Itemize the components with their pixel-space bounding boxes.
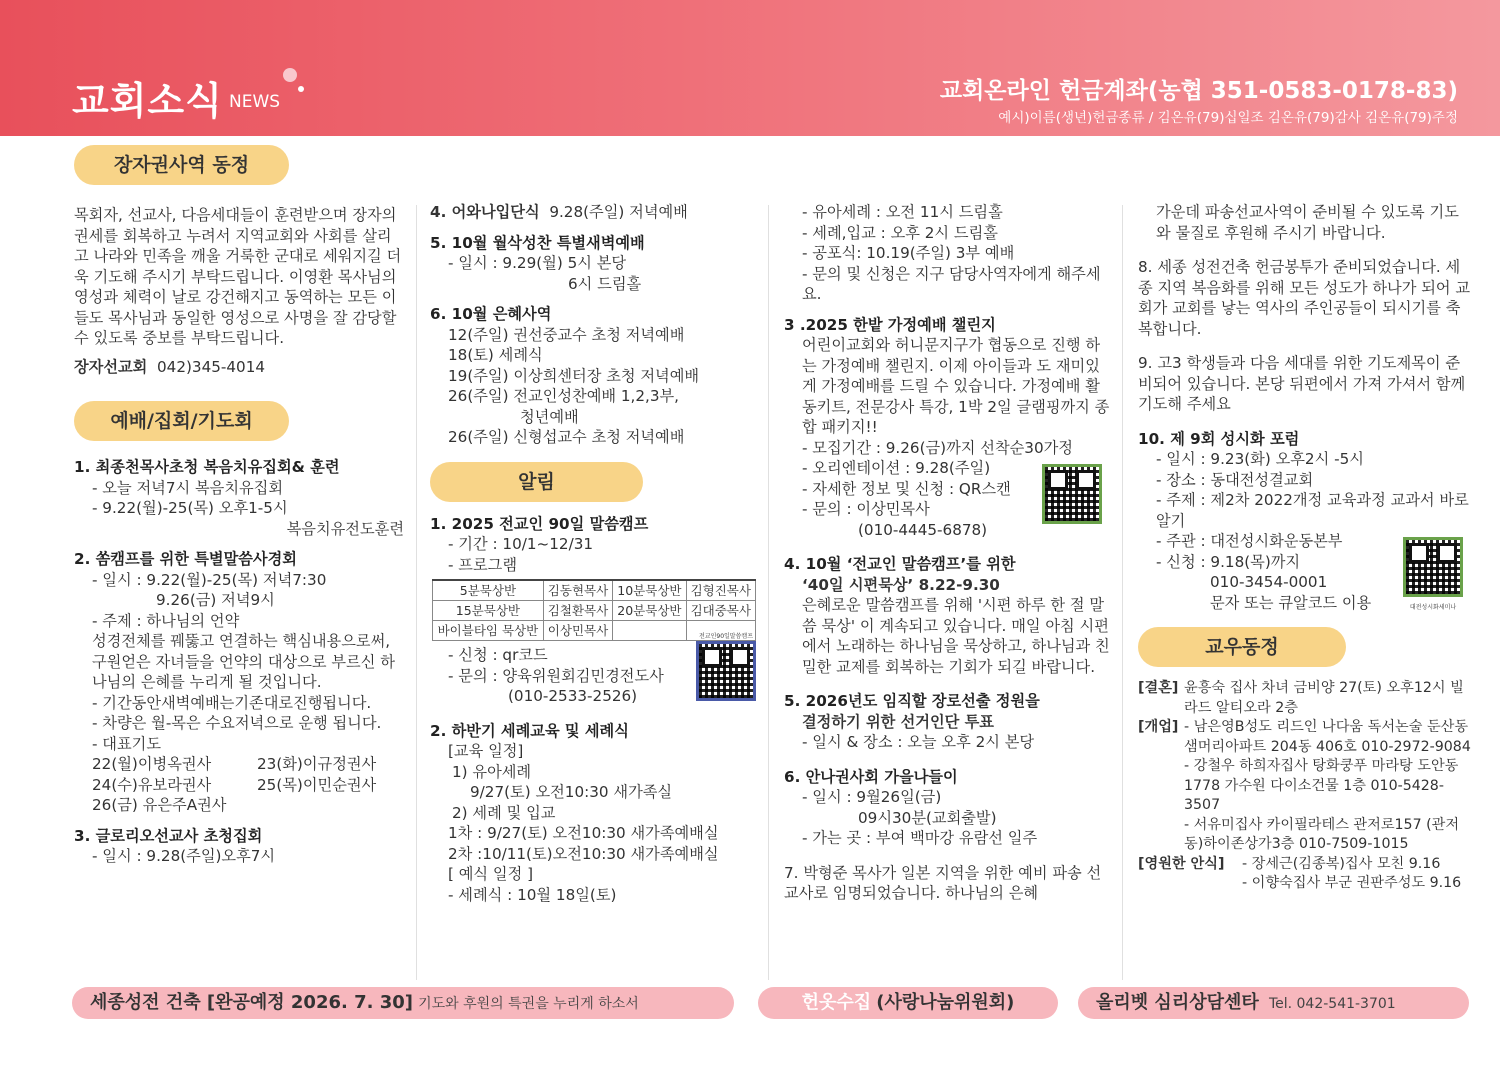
- item-line: - 모집기간 : 9.26(금)까지 선착순30가정: [802, 438, 1073, 457]
- table-cell: 5분묵상반: [433, 580, 544, 601]
- item-title: 10. 제 9회 성시화 포럼: [1138, 429, 1300, 448]
- item-title: 3 .2025 한밭 가정예배 챌린지: [784, 315, 996, 334]
- qr-caption: 대전성시화세미나: [1409, 603, 1457, 611]
- forum-details: [1138, 449, 1473, 613]
- item-line: 성경전체를 꿰뚫고 연결하는 핵심내용으로써, 구원얻은 자녀들을 언약의 대상으로 부르신 하나님의 은혜를 누리게 될 것입니다.: [92, 632, 395, 691]
- item-line: - 일시 : 9.28(주일)오후7시: [92, 847, 276, 865]
- item-line: - 프로그램: [448, 555, 517, 574]
- item-line: 9.26(금) 저녁9시: [156, 591, 275, 609]
- item-title: 결정하기 위한 선거인단 투표: [802, 712, 994, 731]
- item-line: - 주제 : 하나님의 언약: [92, 611, 240, 630]
- item-line: 010-3454-0001: [1210, 573, 1328, 591]
- table-row: [433, 601, 756, 621]
- table-cell: 15분묵상반: [433, 601, 544, 621]
- program-table: [432, 579, 756, 641]
- item-line: 청년예배: [520, 407, 579, 426]
- footer-clothes: 헌옷수집 (사랑나눔위원회): [758, 987, 1058, 1019]
- table-cell: 이상민목사: [543, 621, 612, 641]
- item-line: - 장소 : 동대전성결교회: [1156, 470, 1314, 489]
- item-line: - 신청 : qr코드: [448, 646, 548, 664]
- item-line: - 유아세례 : 오전 11시 드림홀: [802, 203, 1003, 221]
- item-line: - 주관 : 대전성시화운동본부: [1156, 532, 1343, 550]
- contact-line: 장자선교회 042)345-4014: [74, 357, 266, 376]
- table-cell: [613, 621, 686, 641]
- column-divider: [416, 205, 417, 980]
- item-line: - 대표기도: [92, 734, 161, 753]
- item-line: 12(주일) 권선중교수 초청 저녁예배: [448, 325, 685, 344]
- section-pill-notice: 알림: [430, 462, 643, 502]
- item-title: 3. 글로리오선교사 초청집회: [74, 826, 263, 845]
- item-line: - 일시 : 9월26일(금): [802, 788, 942, 806]
- item-line: - 자세한 정보 및 신청 : QR스캔: [802, 479, 1011, 498]
- item-line: - 오리엔테이션 : 9.28(주일): [802, 459, 991, 477]
- item-line: - 차량은 월-목은 수요저녁으로 운행 됩니다.: [92, 714, 382, 732]
- item-line: 2) 세례 및 입교: [452, 803, 556, 822]
- footer-building: 세종성전 건축 [완공예정 2026. 7. 30] 기도와 후원의 특권을 누리게 하소서: [72, 987, 734, 1019]
- item-title: ‘40일 시편묵상’ 8.22-9.30: [802, 575, 1000, 594]
- section-pill-worship: 예배/집회/기도회: [74, 401, 289, 441]
- item-line: (010-2533-2526): [508, 687, 638, 705]
- qr-code-icon[interactable]: [1403, 537, 1463, 597]
- header-banner: [0, 0, 1500, 136]
- prayer-list: [74, 754, 404, 816]
- item-body: 8. 세종 성전건축 헌금봉투가 준비되었습니다. 세종 지역 복음화를 위해 모든 성도가 하나가 되어 교회가 교회를 낳는 역사의 주인공들이 되시기를 축복합니다.: [1138, 258, 1471, 338]
- item-line: 6시 드림홀: [568, 274, 642, 293]
- opening-entry: [개업] - 남은영B성도 리드인 나다움 독서논술 둔산동 샘머리아파트 204동 406호 010-2972-9084 - 강철우 하희자집사 탕화쿵푸 마라탕 도안동1778 가수원 다이소건물 1층 010-5428-3507 - 서유미집사 카이필라테스 관저로157 (관저동)하이존상가3층 010-7509-1015: [1138, 719, 1471, 852]
- item-body: 가운데 파송선교사역이 준비될 수 있도록 기도와 물질로 후원해 주시기 바랍니다.: [1156, 203, 1459, 242]
- item-line: - 일시 : 9.23(화) 오후2시 -5시: [1156, 450, 1364, 468]
- item-line: - 기간 : 10/1~12/31: [448, 535, 594, 553]
- item-line: - 문의 : 양육위원회김민경전도사: [448, 666, 664, 685]
- item-title: 1. 최종천목사초청 복음치유집회& 훈련: [74, 458, 340, 476]
- wedding-entry: [결혼] 윤흥숙 집사 차녀 금비양 27(토) 오후12시 빌라드 알티오라 2층: [1138, 680, 1464, 716]
- item-title: 5. 2026년도 임직할 장로선출 정원을: [784, 692, 1040, 710]
- item-title: 5. 10월 월삭성찬 특별새벽예배: [430, 233, 645, 252]
- column-1: [74, 145, 404, 867]
- item-title: 1. 2025 전교인 90일 말씀캠프: [430, 514, 649, 533]
- brand-subtitle: NEWS: [229, 92, 281, 112]
- item-line: 26(주일) 전교인성찬예배 1,2,3부,: [448, 387, 680, 405]
- table-cell: 김대중목사: [686, 601, 755, 621]
- table-cell: 20분묵상반: [613, 601, 686, 621]
- decor-dot-icon: [283, 68, 297, 82]
- table-cell: 김철환목사: [543, 601, 612, 621]
- item-body: 7. 박형준 목사가 일본 지역을 위한 예비 파송 선교사로 임명되었습니다. 하나님의 은혜: [784, 863, 1102, 902]
- section-pill-jangja: 장자권사역 동정: [74, 145, 289, 185]
- item-body: 은혜로운 말씀캠프를 위해 '시편 하루 한 절 말씀 묵상' 이 계속되고 있습니다. 매일 아침 시편에서 노래하는 하나님을 묵상하고, 하나님과 친밀한 교제를 회복하는 기회가 되길 바랍니다.: [802, 596, 1110, 676]
- item-line: 09시30분(교회출발): [858, 808, 997, 827]
- prayer-entry: 24(수)유보라권사: [92, 775, 212, 794]
- table-cell: 바이블타임 묵상반: [433, 621, 544, 641]
- item-title: 6. 안나권사회 가을나들이: [784, 767, 958, 786]
- item-line: [ 예식 일정 ]: [448, 865, 534, 883]
- prayer-entry: 23(화)이규정권사: [257, 755, 377, 773]
- column-4: [1138, 202, 1473, 894]
- footer-counseling: 올리벳 심리상담센타 Tel. 042-541-3701: [1078, 987, 1469, 1019]
- item-line: [교육 일정]: [448, 742, 524, 760]
- column-2: [430, 202, 760, 905]
- column-divider: [768, 205, 769, 980]
- rest-entry: [영원한 안식] - 장세근(김종복)집사 모친 9.16 - 이향숙집사 부군 권판주성도 9.16: [1138, 855, 1462, 891]
- item-line: - 문의 및 신청은 지구 담당사역자에게 해주세요.: [802, 264, 1101, 303]
- item-line: 문자 또는 큐알코드 이용: [1210, 593, 1372, 612]
- qr-caption: 전교인90일말씀캠프: [698, 633, 753, 640]
- item-line: (010-4445-6878): [858, 520, 988, 539]
- item-body: 어린이교회와 허니문지구가 협동으로 진행 하는 가정예배 챌린지. 이제 아이들과 도 재미있게 가정예배를 드릴 수 있습니다. 가정예배 활동키트, 전문강사 특강, 1박 2일 글램핑까지 종합 패키지!!: [802, 336, 1110, 436]
- item-line: 19(주일) 이상희센터장 초청 저녁예배: [448, 366, 700, 385]
- prayer-entry: 22(월)이병옥권사: [92, 755, 212, 773]
- item-title: 6. 10월 은혜사역: [430, 305, 552, 323]
- item-line: - 세례,입교 : 오후 2시 드림홀: [802, 223, 998, 242]
- item-line: - 주제 : 제2차 2022개정 교육과정 교과서 바로알기: [1156, 491, 1469, 530]
- item-line: 복음치유전도훈련: [286, 519, 404, 538]
- item-title: 4. 어와나입단식 9.28(주일) 저녁예배: [430, 203, 688, 221]
- item-line: 2차 :10/11(토)오전10:30 새가족예배실: [448, 844, 719, 863]
- brand-title: 교회소식: [72, 79, 223, 123]
- table-cell: 김형진목사: [686, 580, 755, 601]
- table-row: [433, 580, 756, 601]
- item-line: 1) 유아세례: [452, 762, 532, 781]
- section-pill-members: 교우동정: [1138, 627, 1346, 667]
- item-line: - 신청 : 9.18(목)까지: [1156, 552, 1301, 571]
- challenge-details: [784, 438, 1114, 541]
- table-cell: 김동현목사: [543, 580, 612, 601]
- item-line: 18(토) 세례식: [448, 346, 543, 364]
- item-line: 9/27(토) 오전10:30 새가족실: [470, 783, 673, 801]
- item-title: 2. 하반기 세례교육 및 세례식: [430, 721, 629, 740]
- prayer-entry: 26(금) 유은주A권사: [92, 796, 227, 814]
- prayer-entry: 25(목)이민순권사: [257, 775, 377, 794]
- paragraph: 목회자, 선교사, 다음세대들이 훈련받으며 장자의 권세를 회복하고 누려서 지역교회와 사회를 살리고 나라와 민족을 깨울 거룩한 군대로 세워지길 더욱 기도해 주시기 부탁드립니다. 이영환 목사님의 영성과 체력이 날로 강건해지고 동역하는 모든 이들도 목사님과 동일한 영성으로 사명을 잘 감당할 수 있도록 중보를 부탁드립니다.: [74, 206, 402, 347]
- qr-code-icon[interactable]: [696, 641, 756, 701]
- item-line: - 문의 : 이상민목사: [802, 500, 930, 518]
- column-3: [784, 202, 1114, 904]
- item-line: - 가는 곳 : 부여 백마강 유람선 일주: [802, 829, 1038, 847]
- account-example: 예시)이름(생년)헌금종류 / 김온유(79)십일조 김온유(79)감사 김온유(79)주정: [998, 110, 1458, 126]
- item-title: 4. 10월 ‘전교인 말씀캠프’를 위한: [784, 555, 1016, 573]
- item-line: - 세례식 : 10월 18일(토): [448, 885, 617, 904]
- item-line: - 일시 : 9.29(월) 5시 본당: [448, 254, 627, 272]
- item-line: - 일시 : 9.22(월)-25(목) 저녁7:30: [92, 570, 327, 589]
- apply-block: [430, 633, 760, 707]
- column-divider: [1122, 205, 1123, 980]
- item-line: - 오늘 저녁7시 복음치유집회: [92, 478, 284, 497]
- decor-dot-icon: [298, 86, 304, 92]
- item-line: 1차 : 9/27(토) 오전10:30 새가족예배실: [448, 824, 719, 842]
- qr-code-icon[interactable]: [1042, 464, 1102, 524]
- item-line: - 공포식: 10.19(주일) 3부 예배: [802, 244, 1015, 262]
- table-cell: 10분묵상반: [613, 580, 686, 601]
- item-line: - 기간동안새벽예배는기존대로진행됩니다.: [92, 693, 372, 712]
- item-line: - 일시 & 장소 : 오늘 오후 2시 본당: [802, 733, 1035, 751]
- item-title: 2. 쏨캠프를 위한 특별말씀사경회: [74, 550, 297, 568]
- account-title: 교회온라인 헌금계좌(농협 351-0583-0178-83): [939, 78, 1458, 104]
- item-line: - 9.22(월)-25(목) 오후1-5시: [92, 499, 288, 517]
- item-line: 26(주일) 신형섭교수 초청 저녁예배: [448, 428, 685, 446]
- member-news: [1138, 679, 1473, 894]
- item-body: 9. 고3 학생들과 다음 세대를 위한 기도제목이 준비되어 있습니다. 본당 뒤편에서 가져 가셔서 함께 기도해 주세요: [1138, 354, 1466, 413]
